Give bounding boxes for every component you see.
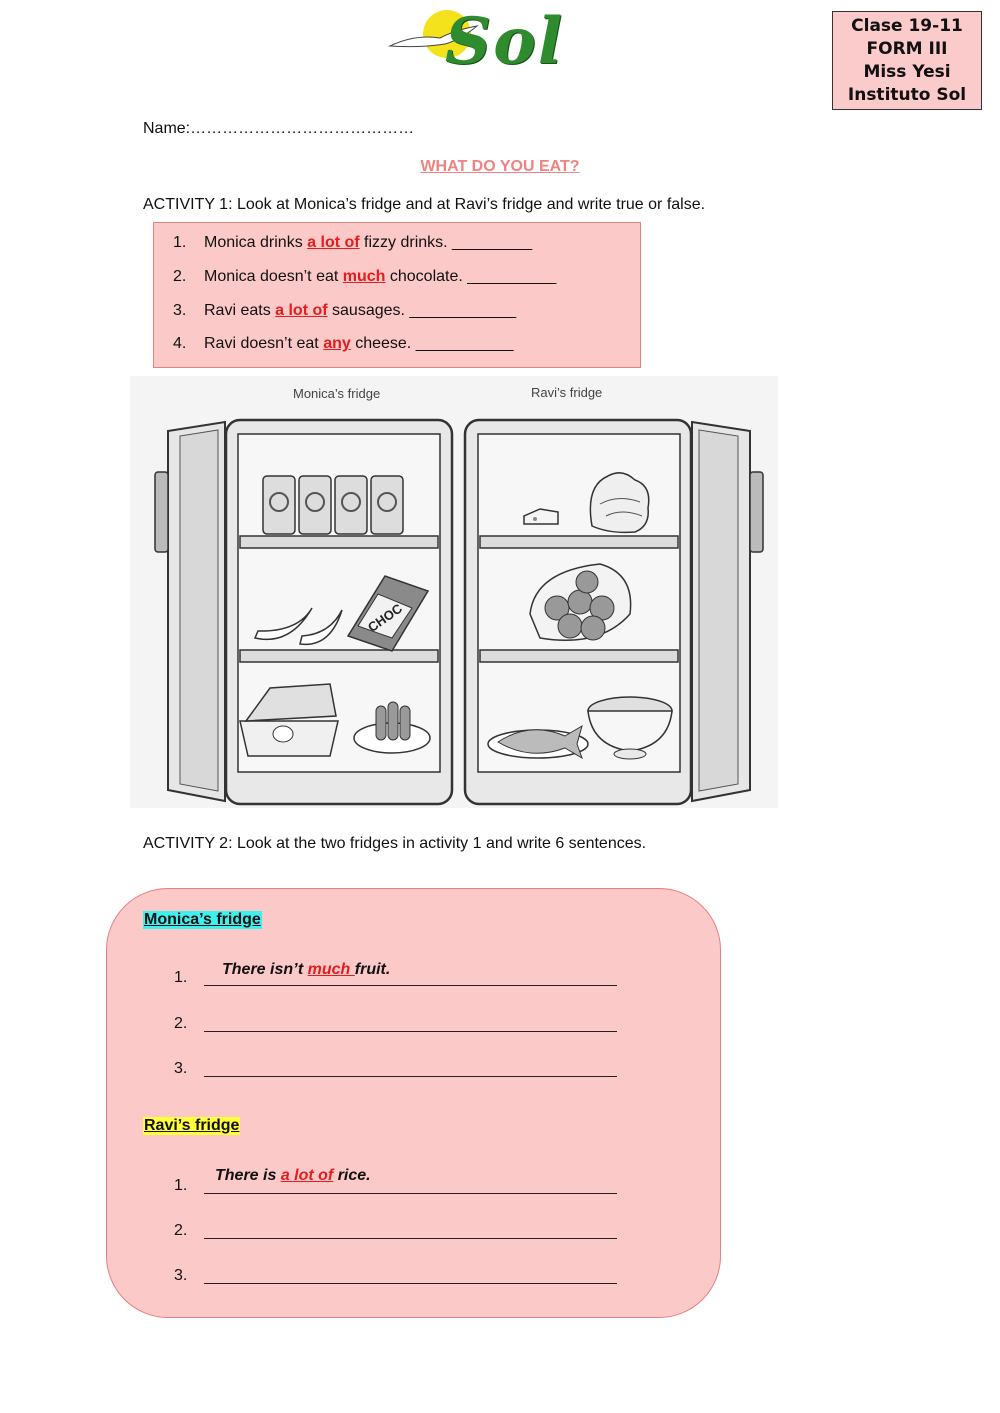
answer-line[interactable] <box>204 1031 617 1032</box>
item-highlight: any <box>323 335 351 352</box>
answer-line[interactable] <box>204 1193 617 1194</box>
item-number: 4. <box>173 335 187 352</box>
monica-answer-row[interactable] <box>174 1060 634 1084</box>
item-text-after[interactable]: fizzy drinks. _________ <box>359 234 533 251</box>
item-text-before: Ravi eats <box>204 302 276 319</box>
answer-line[interactable] <box>204 1238 617 1239</box>
ravi-answer-row[interactable] <box>174 1167 634 1201</box>
example-answer <box>222 961 390 979</box>
school-name: Instituto Sol <box>847 84 967 105</box>
item-highlight: a lot of <box>275 302 328 319</box>
row-number: 1. <box>174 969 188 986</box>
activity1-item <box>173 268 556 286</box>
class-info-box <box>832 11 982 110</box>
lettuce-icon <box>590 473 648 533</box>
answer-before: There is <box>215 1167 281 1184</box>
page-title: WHAT DO YOU EAT? <box>420 158 580 175</box>
logo-text: Sol <box>445 4 565 79</box>
monica-answer-row[interactable] <box>174 1015 634 1039</box>
activity1-box <box>153 222 641 368</box>
row-number: 2. <box>174 1222 188 1239</box>
ravi-section-title: Ravi’s fridge <box>144 1117 240 1134</box>
ravi-answer-row[interactable] <box>174 1222 634 1246</box>
activity1-item <box>173 335 514 353</box>
row-number: 3. <box>174 1060 188 1077</box>
answer-after: rice. <box>333 1167 371 1184</box>
item-text-before: Monica doesn’t eat <box>204 268 343 285</box>
answer-line[interactable] <box>204 985 617 986</box>
school-logo <box>385 4 585 94</box>
answer-after: fruit. <box>354 961 391 978</box>
activity2-box <box>106 888 721 1318</box>
item-highlight: a lot of <box>307 234 360 251</box>
example-answer <box>215 1167 371 1185</box>
activity1-item <box>173 234 532 252</box>
chocolate-label: CHOC <box>364 600 405 635</box>
ravi-answer-row[interactable] <box>174 1267 634 1291</box>
monica-section-title: Monica’s fridge <box>144 911 261 928</box>
item-number: 2. <box>173 268 187 285</box>
row-number: 1. <box>174 1177 188 1194</box>
class-form: FORM III <box>866 38 948 59</box>
ravi-fridge-label: Ravi’s fridge <box>531 385 603 400</box>
row-number: 3. <box>174 1267 188 1284</box>
activity1-item <box>173 302 516 320</box>
item-number: 1. <box>173 234 187 251</box>
fridges-drawing <box>130 376 778 808</box>
activity2-instruction: ACTIVITY 2: Look at the two fridges in activity 1 and write 6 sentences. <box>143 835 647 852</box>
row-number: 2. <box>174 1015 188 1032</box>
monica-fridge-label: Monica’s fridge <box>293 386 381 401</box>
name-field[interactable]: Name:…………………………………… <box>143 120 415 137</box>
item-number: 3. <box>173 302 187 319</box>
answer-highlight: much <box>307 961 355 978</box>
monica-answer-row[interactable] <box>174 961 634 993</box>
class-date: Clase 19-11 <box>851 15 963 36</box>
item-text-after[interactable]: sausages. ____________ <box>327 302 517 319</box>
item-text-before: Monica drinks <box>204 234 308 251</box>
item-text-before: Ravi doesn’t eat <box>204 335 324 352</box>
item-text-after[interactable]: chocolate. __________ <box>385 268 557 285</box>
answer-line[interactable] <box>204 1076 617 1077</box>
answer-before: There isn’t <box>222 961 308 978</box>
activity1-instruction: ACTIVITY 1: Look at Monica’s fridge and at Ravi’s fridge and write true or false. <box>143 196 706 213</box>
teacher-name: Miss Yesi <box>863 61 951 82</box>
answer-line[interactable] <box>204 1283 617 1284</box>
item-text-after[interactable]: cheese. ___________ <box>350 335 514 352</box>
item-highlight: much <box>342 268 386 285</box>
answer-highlight: a lot of <box>280 1167 334 1184</box>
fridges-illustration <box>130 376 778 808</box>
